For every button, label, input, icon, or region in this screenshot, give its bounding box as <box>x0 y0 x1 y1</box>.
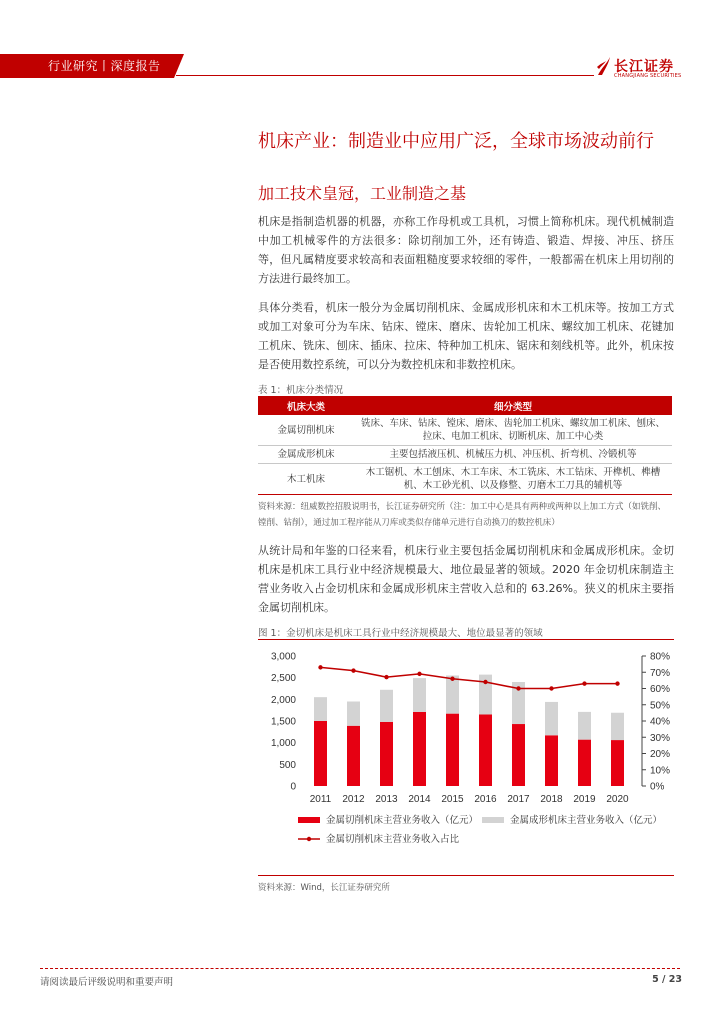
bar-metal-cutting <box>347 726 360 786</box>
table-cell-subtypes: 铣床、车床、钻床、镗床、磨床、齿轮加工机床、螺纹加工机床、刨床、拉床、电加工机床、切断机床、加工中心类 <box>354 415 672 446</box>
table-row <box>258 415 672 446</box>
brand-logo <box>596 55 680 81</box>
y-left-tick-label: 3,000 <box>270 651 296 663</box>
paragraph-classification: 具体分类看，机床一般分为金属切削机床、金属成形机床和木工机床等。按加工方式或加工对象可分为车床、钻床、镗床、磨床、齿轮加工机床、螺纹加工机床、花键加工机床、铣床、刨床、插床、拉床、特种加工机床、锯床和刻线机等。此外，机床按是否使用数控系统，可以分为数控机床和非数控机床。 <box>258 301 674 371</box>
y-left-tick-label: 0 <box>290 781 296 793</box>
paragraph-definition: 机床是指制造机器的机器，亦称工作母机或工具机，习惯上简称机床。现代机械制造中加工机械零件的方法很多：除切削加工外，还有铸造、锻造、焊接、冲压、挤压等，但凡属精度要求较高和表面粗糙度要求较细的零件，一般都需在机床上用切削的方法进行最终加工。 <box>258 215 674 285</box>
line-share-point <box>582 681 586 685</box>
bar-metal-cutting <box>512 724 525 786</box>
x-tick-label: 2019 <box>573 794 596 805</box>
bar-metal-forming <box>611 713 624 740</box>
brand-subname: CHANGJIANG SECURITIES <box>614 73 682 79</box>
x-tick-label: 2018 <box>540 794 563 805</box>
y-right-tick-label: 30% <box>650 732 671 744</box>
y-right-tick-label: 60% <box>650 684 671 695</box>
figure-caption: 图 1：金切机床是机床工具行业中经济规模最大、地位最显著的领域 <box>258 628 543 639</box>
y-right-tick-label: 80% <box>650 651 671 663</box>
table-header-category: 机床大类 <box>258 396 354 415</box>
bar-metal-cutting <box>446 714 459 786</box>
x-tick-label: 2020 <box>606 794 629 805</box>
y-left-tick-label: 500 <box>279 759 296 771</box>
table-source-note: 资料来源：纽威数控招股说明书，长江证券研究所（注：加工中心是具有两种或两种以上加工方式（如铣削、镗削、钻削），通过加工程序能从刀库或类似存储单元进行自动换刀的数控机床） <box>258 502 667 528</box>
bar-metal-cutting <box>380 722 393 786</box>
subsection-title: 加工技术皇冠，工业制造之基 <box>258 184 467 203</box>
line-share-point <box>483 680 487 684</box>
x-tick-label: 2015 <box>441 794 464 805</box>
y-right-tick-label: 50% <box>650 700 671 712</box>
table-cell-subtypes: 主要包括液压机、机械压力机、冲压机、折弯机、冷锻机等 <box>354 446 672 464</box>
x-tick-label: 2017 <box>507 794 530 805</box>
bar-metal-forming <box>578 712 591 740</box>
bar-metal-cutting <box>611 740 624 786</box>
table-header-subtypes: 细分类型 <box>354 396 672 415</box>
line-share-point <box>318 665 322 669</box>
legend-swatch-metal-forming <box>482 817 504 823</box>
line-share-point <box>516 686 520 690</box>
table-row <box>258 464 672 495</box>
line-share-point <box>450 677 454 681</box>
table-cell-category: 金属成形机床 <box>258 446 354 464</box>
bar-metal-forming <box>347 702 360 726</box>
table-caption: 表 1：机床分类情况 <box>258 385 344 396</box>
x-tick-label: 2014 <box>408 794 431 805</box>
legend-swatch-metal-cutting <box>298 817 320 823</box>
x-tick-label: 2013 <box>375 794 398 805</box>
line-share <box>321 667 618 688</box>
bar-metal-forming <box>314 697 327 721</box>
bar-metal-forming <box>413 678 426 712</box>
line-share-point <box>615 681 619 685</box>
figure-source-note: 资料来源：Wind，长江证券研究所 <box>258 883 390 893</box>
legend-label-share: 金属切削机床主营业务收入占比 <box>326 834 460 845</box>
report-type-tag: 行业研究丨深度报告 <box>0 54 174 78</box>
bar-metal-cutting <box>578 740 591 786</box>
page-number: 5 / 23 <box>652 974 682 985</box>
x-tick-label: 2016 <box>474 794 497 805</box>
brand-name: 长江证券 <box>614 59 674 75</box>
legend-swatch-share-marker <box>307 837 311 841</box>
y-left-tick-label: 2,500 <box>270 673 296 685</box>
paragraph-statistics: 从统计局和年鉴的口径来看，机床行业主要包括金属切削机床和金属成形机床。金切机床是机床工具行业中经济规模最大、地位最显著的领域。2020 年金切机床制造主营业务收入占金切机床和金属成形机床主营收入总和的 63.26%。狭义的机床主要指金属切削机床。 <box>258 544 674 614</box>
y-right-tick-label: 70% <box>650 667 671 679</box>
line-share-point <box>384 675 388 679</box>
brand-logo-icon <box>596 55 612 77</box>
y-right-tick-label: 20% <box>650 749 671 760</box>
legend-label-metal-cutting: 金属切削机床主营业务收入（亿元） <box>326 815 479 826</box>
table-cell-subtypes: 木工锯机、木工刨床、木工车床、木工铣床、木工钻床、开榫机、榫槽机、木工砂光机、以及修整、刃磨木工刀具的辅机等 <box>354 464 672 495</box>
y-left-tick-label: 2,000 <box>270 694 296 706</box>
footer-divider <box>40 968 680 969</box>
line-share-point <box>549 686 553 690</box>
bar-metal-cutting <box>413 712 426 786</box>
figure-bottom-rule <box>258 875 674 876</box>
line-share-point <box>417 672 421 676</box>
x-tick-label: 2011 <box>309 794 332 805</box>
y-right-tick-label: 40% <box>650 716 671 728</box>
x-tick-label: 2012 <box>342 794 365 805</box>
y-left-tick-label: 1,500 <box>270 716 296 728</box>
machine-tool-classification-table <box>258 396 672 495</box>
bar-metal-forming <box>446 676 459 714</box>
y-right-tick-label: 0% <box>650 781 665 793</box>
table-cell-category: 金属切削机床 <box>258 415 354 446</box>
bar-metal-forming <box>545 702 558 735</box>
footer-disclaimer: 请阅读最后评级说明和重要声明 <box>40 977 174 988</box>
legend-label-metal-forming: 金属成形机床主营业务收入（亿元） <box>510 815 663 826</box>
bar-metal-cutting <box>479 715 492 787</box>
header-divider <box>176 75 594 76</box>
y-right-tick-label: 10% <box>650 765 671 777</box>
revenue-chart <box>258 644 674 856</box>
section-title: 机床产业：制造业中应用广泛，全球市场波动前行 <box>258 131 654 152</box>
bar-metal-cutting <box>545 735 558 786</box>
line-share-point <box>351 668 355 672</box>
y-left-tick-label: 1,000 <box>270 738 296 750</box>
table-cell-category: 木工机床 <box>258 464 354 495</box>
bar-metal-cutting <box>314 721 327 786</box>
table-row <box>258 446 672 464</box>
bar-metal-forming <box>380 690 393 722</box>
figure-caption-rule <box>258 639 674 640</box>
